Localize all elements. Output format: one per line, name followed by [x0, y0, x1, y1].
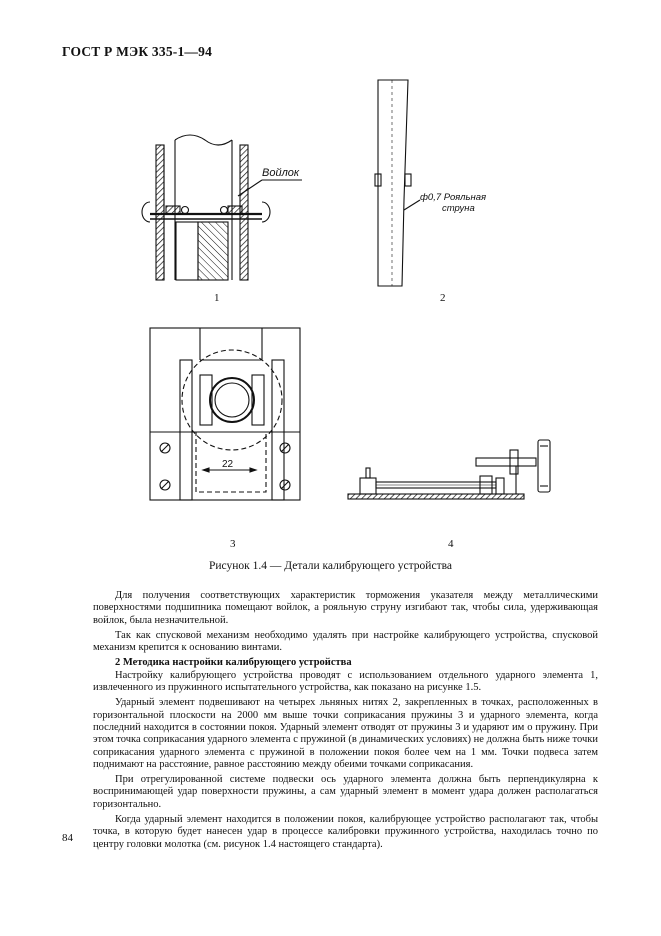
- felt-label: Войлок: [262, 167, 300, 179]
- body-text: [93, 590, 598, 854]
- paragraph-axis: При отрегулированной системе подвески ось ударного элемента должна быть перпендикулярна к воспринимающей удар поверхности пружины, а сам ударный элемент в момент удара должен располагаться горизонтально.: [93, 774, 598, 810]
- figure-4-number: 4: [448, 538, 454, 550]
- figure-4-side-view-drawing: [348, 440, 550, 499]
- paragraph-suspension: Ударный элемент подвешивают на четырех льняных нитях 2, закрепленных в точках, расположенных в горизонтальной плоскости на 2000 мм выше точки соприкасания пружины 3 и ударного элемента, когда последний находится в состоянии покоя. Ударный элемент отводят от пружины 3 и ударяют им о пружину. При этом точка соприкасания ударного элемента с пружиной (в динамических условиях) не должна быть ниже точки соприкасания ударного элемента с пружиной в положении покоя более чем на 1 мм. Точки подвеса затем поднимают на расстояние, равное расстоянию между обеими точками соприкасания.: [93, 697, 598, 770]
- document-header: ГОСТ Р МЭК 335-1—94: [62, 44, 213, 59]
- wire-label-line1: ф0,7 Рояльная: [420, 192, 487, 203]
- figure-2-number: 2: [440, 292, 446, 304]
- figure-caption: Рисунок 1.4 — Детали калибрующего устройства: [209, 560, 452, 572]
- wire-label-line2: струна: [442, 203, 475, 214]
- figure-1-number: 1: [214, 292, 220, 304]
- page-number: 84: [62, 832, 73, 844]
- paragraph-rest-position: Когда ударный элемент находится в положении покоя, калибрующее устройство располагают так, чтобы точка, в которую будет нанесен удар в процессе калибровки пружинного устройства, находилась точно по центру головки молотка (см. рисунок 1.4 настоящего стандарта).: [93, 814, 598, 850]
- paragraph-release-mechanism: Так как спусковой механизм необходимо удалять при настройке калибрующего устройства, спусковой механизм крепится к основанию винтами.: [93, 629, 598, 654]
- dimension-22: 22: [222, 459, 234, 470]
- paragraph-adjustment: Настройку калибрующего устройства проводят с использованием отдельного ударного элемента 1, извлеченного из пружинного испытательного устройства, как показано на рисунке 1.5.: [93, 669, 598, 694]
- figure-3-number: 3: [230, 538, 236, 550]
- figure-2-piano-wire-drawing: [375, 80, 420, 286]
- paragraph-felt: Для получения соответствующих характеристик торможения указателя между металлическими поверхностями подшипника помещают войлок, а рояльную струну изгибают так, чтобы сила, удерживающая войлок, была незначительной.: [93, 590, 598, 626]
- figure-3-release-mechanism-drawing: [150, 328, 300, 500]
- section-heading: 2 Методика настройки калибрующего устройства: [115, 657, 352, 669]
- figure-1-bearing-drawing: [142, 135, 302, 280]
